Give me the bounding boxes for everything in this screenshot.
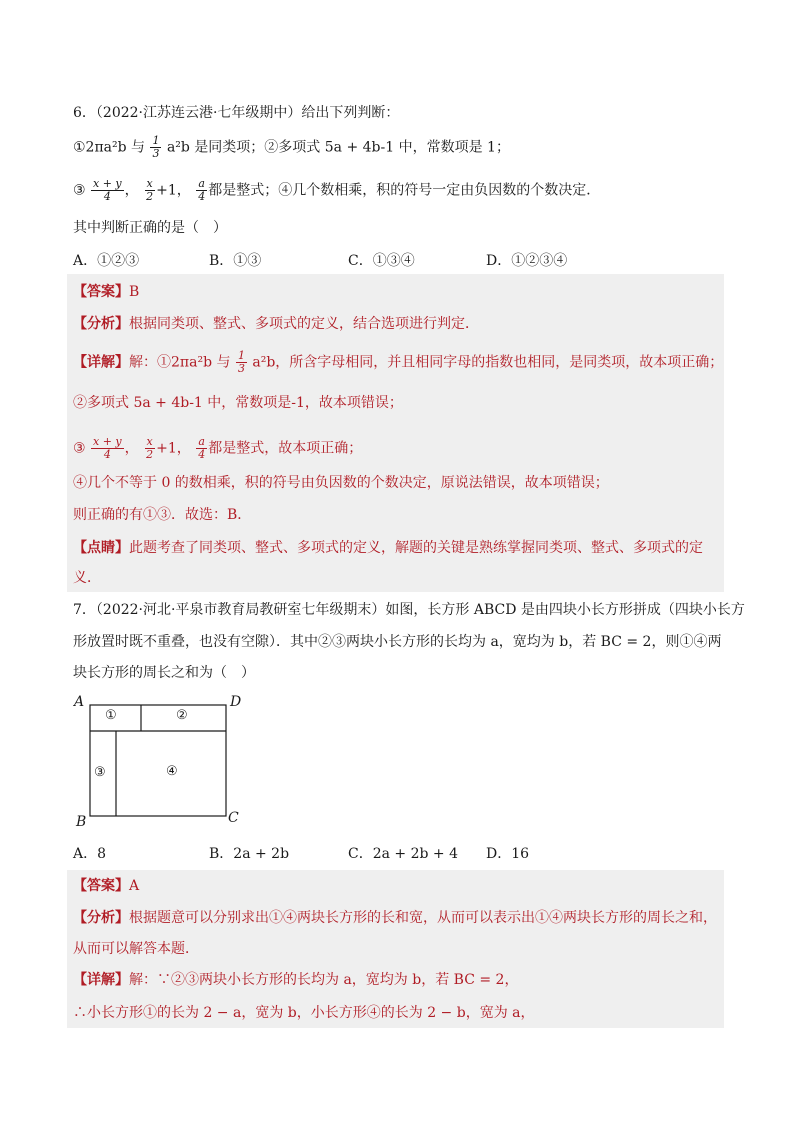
q6-answer: 【答案】B — [73, 284, 140, 300]
label-c: C — [228, 810, 239, 826]
q6-header: 6．（2022·江苏连云港·七年级期中）给出下列判断： — [73, 105, 400, 121]
label-b: B — [76, 814, 87, 830]
q7-stem-3: 块长方形的周长之和为（ ） — [73, 665, 255, 681]
q6-detail-5: 则正确的有①③．故选：B． — [73, 507, 252, 523]
q6-comment-1: 【点睛】此题考查了同类项、整式、多项式的定义，解题的关键是熟练掌握同类项、整式、多项式的定 — [73, 540, 703, 556]
q6-detail-1: 【详解】解：①2πa²b 与 $\frac{1}{3}$ a²b，所含字母相同，并且相同字母的指数也相同，是同类项，故本项正确； — [73, 349, 724, 375]
fraction: $\frac{x}{2}$ — [146, 177, 154, 203]
q7-option-d: D．16 — [486, 846, 530, 862]
q7-option-a: A．8 — [73, 846, 107, 862]
q6-option-c: C．①③④ — [348, 253, 415, 269]
q6-stem: 其中判断正确的是（ ） — [73, 220, 227, 236]
rectangle-figure — [72, 692, 247, 832]
q7-answer: 【答案】A — [73, 878, 140, 894]
q6-detail-2: ②多项式 5a + 4b-1 中，常数项是-1，故本项错误； — [73, 395, 403, 411]
region-2-label: ② — [176, 708, 188, 723]
fraction: $\frac{x + y}{4}$ — [93, 177, 122, 203]
fraction: $\frac{1}{3}$ — [237, 349, 245, 375]
q7-detail-2: ∴小长方形①的长为 2 − a，宽为 b，小长方形④的长为 2 − b，宽为 a， — [73, 1005, 535, 1021]
q7-analysis-1: 【分析】根据题意可以分别求出①④两块长方形的长和宽，从而可以表示出①④两块长方形的周长之和， — [73, 910, 717, 926]
q6-statement-2: ③ $\frac{x + y}{4}$ ， $\frac{x}{2}$ +1， $\frac{a}{4}$ 都是整式；④几个数相乘，积的符号一定由负因数的个数决定． — [73, 177, 601, 203]
q6-option-a: A．①②③ — [73, 253, 140, 269]
fraction: $\frac{a}{4}$ — [198, 177, 206, 203]
fraction: $\frac{x + y}{4}$ — [93, 435, 122, 461]
label-d: D — [230, 694, 242, 710]
q7-option-c: C．2a + 2b + 4 — [348, 846, 459, 862]
q7-detail-1: 【详解】解：∵②③两块小长方形的长均为 a，宽均为 b，若 BC = 2， — [73, 972, 519, 988]
region-1-label: ① — [105, 708, 117, 723]
q7-option-b: B．2a + 2b — [209, 846, 290, 862]
label-a: A — [74, 694, 85, 710]
q6-option-b: B．①③ — [209, 253, 262, 269]
fraction: $\frac{a}{4}$ — [198, 435, 206, 461]
fraction: $\frac{1}{3}$ — [152, 134, 160, 160]
q6-statement-1: ①2πa²b 与 $\frac{1}{3}$ a²b 是同类项；②多项式 5a + 4b-1 中，常数项是 1； — [73, 134, 510, 160]
q7-analysis-2: 从而可以解答本题． — [73, 941, 199, 957]
q6-detail-4: ④几个不等于 0 的数相乘，积的符号由负因数的个数决定，原说法错误，故本项错误； — [73, 475, 609, 491]
q7-stem-2: 形放置时既不重叠，也没有空隙）．其中②③两块小长方形的长均为 a，宽均为 b，若 BC = 2，则①④两 — [73, 634, 722, 650]
q6-comment-2: 义． — [73, 570, 101, 586]
q6-option-d: D．①②③④ — [486, 253, 568, 269]
q6-analysis: 【分析】根据同类项、整式、多项式的定义，结合选项进行判定． — [73, 316, 479, 332]
fraction: $\frac{x}{2}$ — [146, 435, 154, 461]
rectangle-diagram — [72, 692, 247, 832]
q7-stem-1: 7．（2022·河北·平泉市教育局教研室七年级期末）如图，长方形 ABCD 是由四块小长方形拼成（四块小长方 — [73, 602, 745, 618]
region-3-label: ③ — [94, 765, 106, 780]
q6-detail-3: ③ $\frac{x + y}{4}$ ， $\frac{x}{2}$ +1， $\frac{a}{4}$ 都是整式，故本项正确； — [73, 435, 363, 461]
region-4-label: ④ — [166, 764, 178, 779]
